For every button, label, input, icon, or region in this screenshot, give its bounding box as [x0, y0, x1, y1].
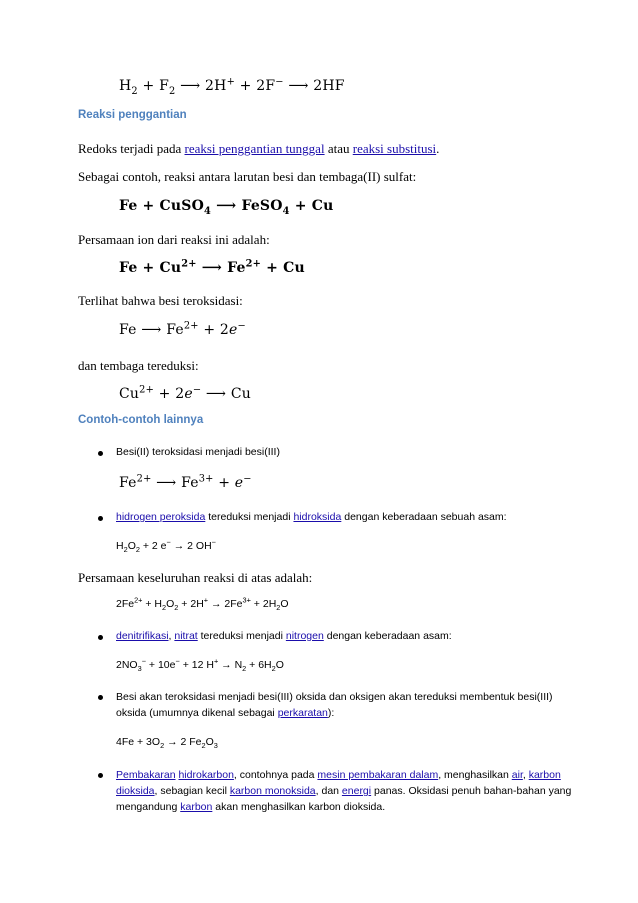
link-hydrogen-peroxide[interactable]: hidrogen peroksida [116, 511, 206, 523]
link-water[interactable]: air [511, 769, 523, 781]
equation-fe-cuso4: Fe + CuSO$_4$ ⟶ FeSO$_4$ + Cu [119, 198, 334, 217]
link-nitrate[interactable]: nitrat [174, 630, 198, 642]
equation-h2-f2: $H_2 + F_2$ ⟶ 2H+ + 2F− ⟶ 2HF [119, 76, 345, 97]
paragraph-iron-oxidized: Terlihat bahwa besi teroksidasi: [78, 293, 243, 308]
link-carbon-monoxide[interactable]: karbon monoksida [229, 785, 316, 797]
link-nitrogen[interactable]: nitrogen [285, 630, 324, 642]
equation-overall: $2Fe^{2+} + H_2O_2 + 2H^+ \to 2Fe^{3+} + 2H_2O$ [116, 595, 289, 613]
equation-fe2-fe3: $Fe^{2+}$ ⟶ $Fe^{3+} + e^-$ [119, 473, 252, 491]
list-item-hydrogen-peroxide: hidrogen peroksida tereduksi menjadi hidroksida dengan keberadaan sebuah asam: [116, 511, 507, 523]
equation-nitrate: $2NO_3^- + 10e^- + 12$ $H^+ \to N_2 + 6H_2O$ [116, 656, 284, 674]
list-item-iron-oxidation: Besi(II) teroksidasi menjadi besi(III) [116, 446, 280, 458]
link-hydrocarbon[interactable]: hidrokarbon [178, 769, 234, 781]
link-denitrification[interactable]: denitrifikasi [116, 630, 169, 642]
link-internal-combustion-engine[interactable]: mesin pembakaran dalam [317, 769, 439, 781]
link-single-replacement[interactable]: reaksi penggantian tunggal [184, 141, 325, 156]
list-item-iron-rusting: Besi akan teroksidasi menjadi besi(III) oksida dan oksigen akan tereduksi membentuk besi(III) oksida (umumnya dikenal sebagai perkaratan): [116, 691, 553, 719]
paragraph-overall-equation: Persamaan keseluruhan reaksi di atas adalah: [78, 570, 313, 585]
equation-cu-reduction: $Cu^{2+} + 2e^-$ ⟶ Cu [119, 384, 251, 402]
link-rusting[interactable]: perkaratan [277, 707, 328, 719]
paragraph-copper-reduced: dan tembaga tereduksi: [78, 358, 199, 373]
link-substitution[interactable]: reaksi substitusi [352, 141, 437, 156]
equation-ionic: $Fe + Cu^{2+}$ ⟶ $Fe^{2+} + Cu$ [119, 258, 305, 276]
list-item-combustion: Pembakaran hidrokarbon, contohnya pada mesin pembakaran dalam, menghasilkan air, karbon dioksida, sebagian kecil karbon monoksida, dan energi panas. Oksidasi penuh bahan-bahan yang mengandung karbon akan menghasilkan karbon dioksida. [116, 769, 572, 813]
paragraph-example: Sebagai contoh, reaksi antara larutan besi dan tembaga(II) sulfat: [78, 169, 417, 184]
bullet-dot [98, 695, 103, 700]
equation-fe-oxidation: Fe ⟶ $Fe^{2+} + 2e^-$ [119, 320, 246, 338]
paragraph-ionic-equation: Persamaan ion dari reaksi ini adalah: [78, 232, 270, 247]
equation-h2o2: $H_2O_2 + 2$ e− → 2 OH− [116, 537, 216, 555]
link-carbon-dioxide[interactable]: karbon dioksida [116, 769, 561, 797]
bullet-dot [98, 773, 103, 778]
link-energy[interactable]: energi [341, 785, 372, 797]
section-heading-substitution: Reaksi penggantian [78, 109, 187, 121]
list-item-denitrification: denitrifikasi, nitrat tereduksi menjadi nitrogen dengan keberadaan asam: [116, 630, 452, 642]
link-hydroxide[interactable]: hidroksida [293, 511, 342, 523]
link-combustion[interactable]: Pembakaran [116, 769, 176, 781]
equation-rust: $4Fe + 3O_2 \to 2$ $Fe_2O_3$ [116, 736, 218, 751]
bullet-dot [98, 516, 103, 521]
bullet-dot [98, 635, 103, 640]
bullet-dot [98, 451, 103, 456]
paragraph-redox-substitution: Redoks terjadi pada reaksi penggantian tunggal atau reaksi substitusi. [78, 141, 440, 156]
link-carbon[interactable]: karbon [180, 801, 213, 813]
section-heading-examples: Contoh-contoh lainnya [78, 414, 204, 426]
